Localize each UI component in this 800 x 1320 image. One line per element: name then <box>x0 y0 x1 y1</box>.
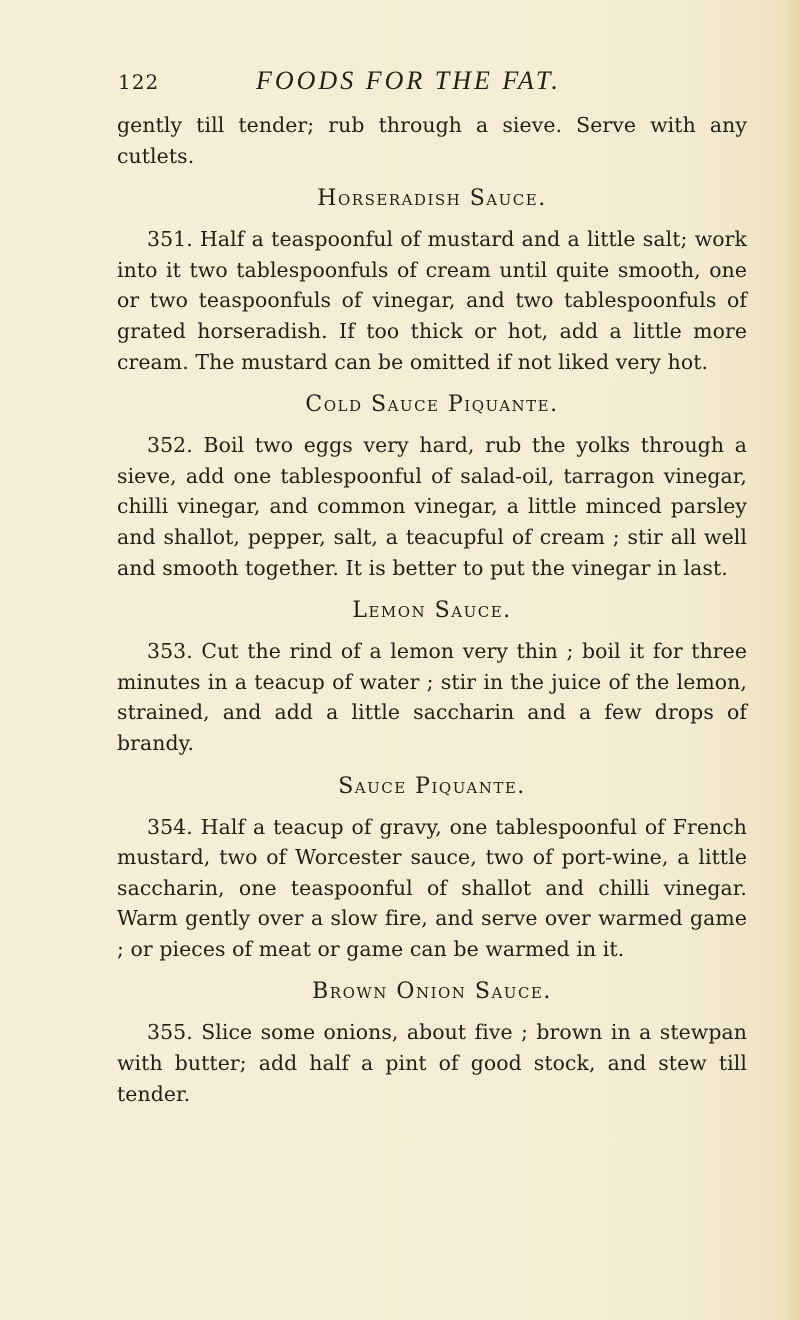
recipe-number: 354. <box>147 814 193 839</box>
page-edge-shadow <box>786 0 800 1320</box>
section-heading-horseradish: Horseradish Sauce. <box>317 186 547 212</box>
recipe-number: 355. <box>147 1020 193 1045</box>
section-heading-sauce-piquante: Sauce Piquante. <box>338 773 526 799</box>
section-heading-brown-onion-sauce: Brown Onion Sauce. <box>312 979 552 1005</box>
recipe-paragraph-351 <box>117 224 747 377</box>
recipe-text: Boil two eggs very hard, rub the yolks through a sieve, add one tablespoonful of salad-oil, tarragon vinegar, chilli vinegar, and common vinegar, a little minced parsley and shallot, pepper, salt, a teacupful of cream ; stir all well and smooth together. It is better to put the vinegar in last. <box>117 433 747 580</box>
recipe-number: 352. <box>147 433 193 458</box>
page-body <box>117 110 747 1109</box>
section-heading-cold-sauce-piquante: Cold Sauce Piquante. <box>305 392 559 418</box>
recipe-paragraph-352 <box>117 430 747 583</box>
page-number: 122 <box>118 70 160 94</box>
recipe-paragraph-353 <box>117 636 747 758</box>
recipe-text: Cut the rind of a lemon very thin ; boil it for three minutes in a teacup of water ; stir in the juice of the lemon, strained, and add a little saccharin and a few drops of brandy. <box>117 639 747 755</box>
recipe-text: Slice some onions, about five ; brown in a stewpan with butter; add half a pint of good stock, and stew till tender. <box>117 1020 747 1106</box>
recipe-text: Half a teacup of gravy, one tablespoonful of French mustard, two of Worcester sauce, two of port-wine, a little saccharin, one teaspoonful of shallot and chilli vinegar. Warm gently over a slow fire, and serve over warmed game ; or pieces of meat or game can be warmed in it. <box>117 814 747 961</box>
recipe-number: 351. <box>147 227 193 252</box>
recipe-text: Half a teaspoonful of mustard and a little salt; work into it two tablespoonfuls of cream until quite smooth, one or two teaspoonfuls of vinegar, and two tablespoonfuls of grated horseradish. If too thick or hot, add a little more cream. The mustard can be omitted if not liked very hot. <box>117 227 747 374</box>
recipe-paragraph-354 <box>117 812 747 965</box>
recipe-number: 353. <box>147 639 193 664</box>
section-heading-lemon-sauce: Lemon Sauce. <box>352 598 512 624</box>
recipe-paragraph-355 <box>117 1017 747 1109</box>
page-header <box>118 66 718 96</box>
continuation-paragraph: gently till tender; rub through a sieve. Serve with any cutlets. <box>117 113 747 168</box>
running-title: FOODS FOR THE FAT. <box>256 66 561 95</box>
